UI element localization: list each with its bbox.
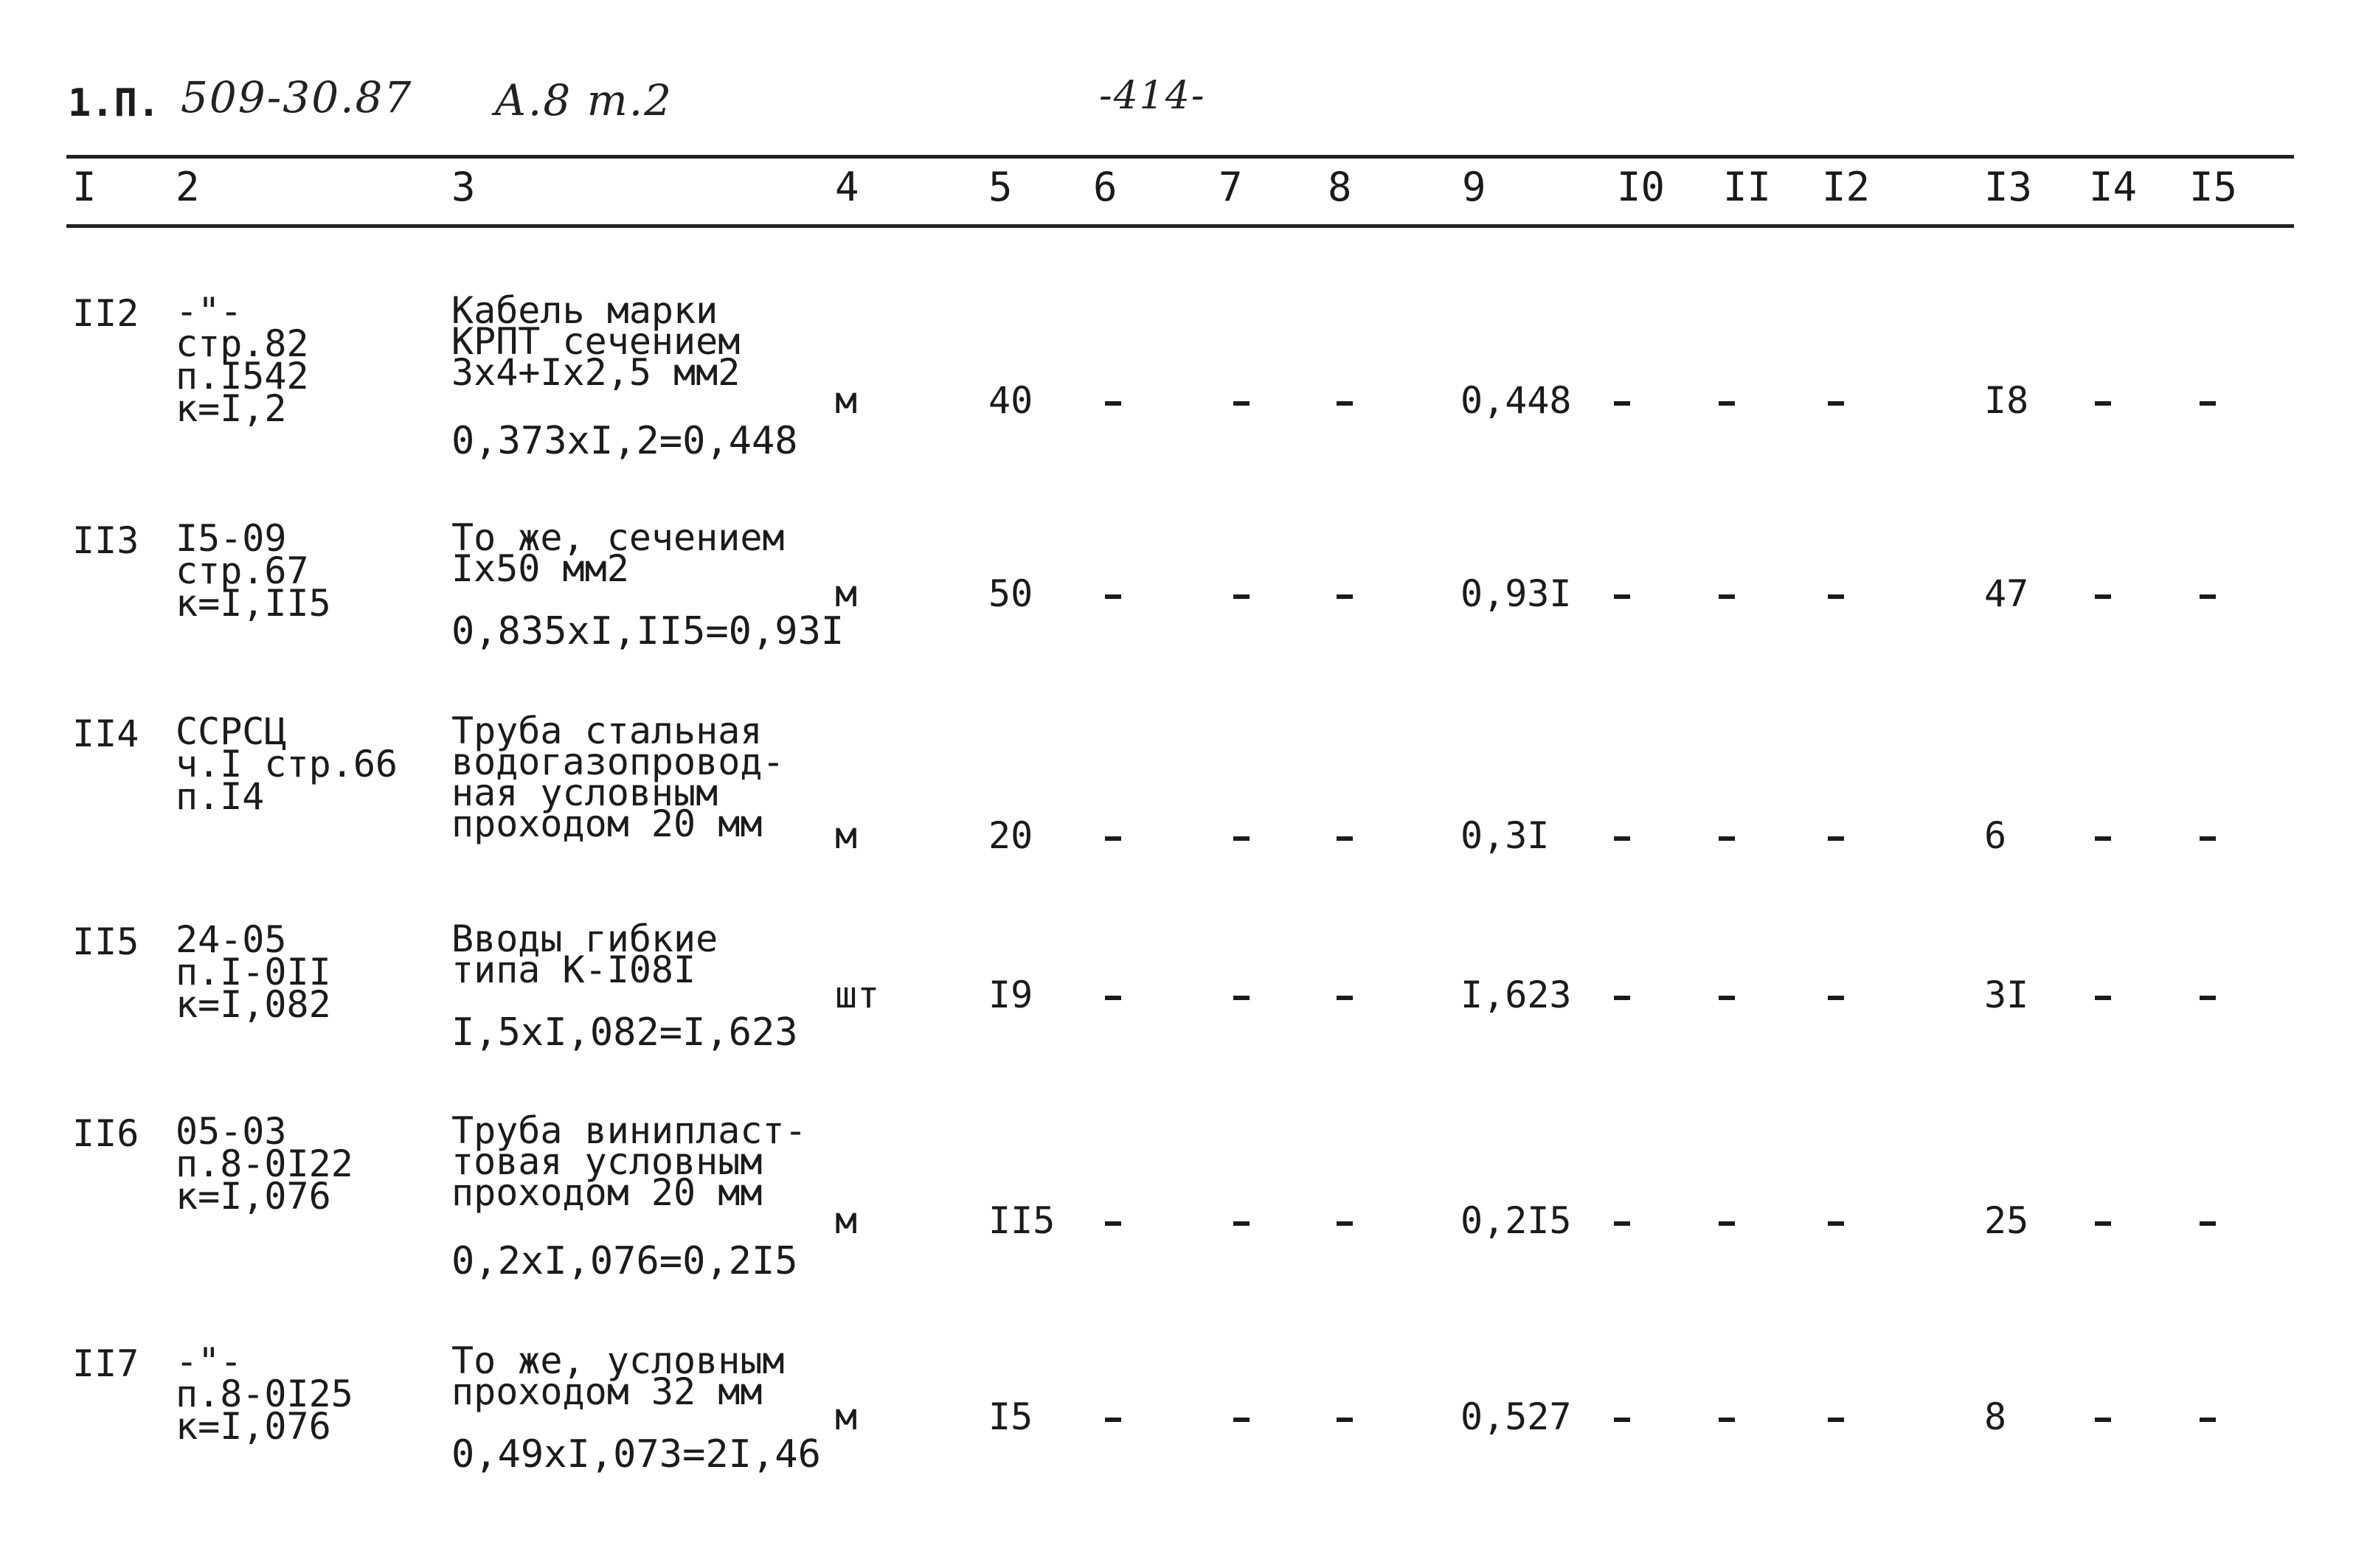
description-line: Iх50 мм2 [451, 547, 629, 590]
empty-dash [2095, 1418, 2111, 1422]
description-line: Кабель марки [451, 289, 718, 332]
empty-dash [1614, 1221, 1630, 1226]
empty-dash [1614, 996, 1630, 1000]
value-cell-9: 0,527 [1460, 1395, 1572, 1438]
doc-code: 1.П. [68, 81, 161, 125]
empty-dash [1828, 1221, 1844, 1226]
row-number: II6 [72, 1112, 139, 1155]
reference-line: к=I,2 [176, 387, 287, 430]
empty-dash [1233, 836, 1250, 841]
empty-dash [1828, 996, 1844, 1000]
description-line: Вводы гибкие [451, 917, 718, 960]
quantity-cell: II5 [988, 1199, 1056, 1242]
reference-line: I5-09 [176, 517, 287, 560]
reference-line: ч.I стр.66 [176, 743, 398, 785]
empty-dash [1719, 996, 1735, 1000]
unit-cell: м [835, 1395, 858, 1438]
unit-cell: м [835, 572, 858, 615]
unit-cell: м [835, 1199, 858, 1242]
description-line: То же, условным [451, 1339, 785, 1382]
description-line: То же, сечением [451, 516, 785, 559]
empty-dash [1233, 594, 1250, 599]
album-label: А.8 т.2 [494, 75, 673, 125]
quantity-cell: 50 [988, 572, 1033, 615]
reference-line: ССРСЦ [176, 710, 287, 753]
reference-line: -"- [176, 1340, 243, 1383]
value-cell-13: 6 [1984, 814, 2007, 857]
column-header-12: I2 [1822, 164, 1871, 210]
empty-dash [1233, 1418, 1250, 1422]
reference-line: к=I,076 [176, 1405, 331, 1448]
value-cell-9: 0,3I [1460, 814, 1550, 857]
column-header-11: II [1723, 164, 1772, 210]
empty-dash [1614, 594, 1630, 599]
row-number: II5 [72, 920, 139, 963]
reference-line: 05-03 [176, 1110, 287, 1153]
row-number: II3 [72, 519, 139, 562]
empty-dash [1105, 1418, 1121, 1422]
calculation-line: 0,835хI,II5=0,93I [451, 609, 845, 653]
empty-dash [1337, 594, 1353, 599]
empty-dash [1337, 996, 1353, 1000]
description-line: товая условным [451, 1140, 763, 1183]
description-line: проходом 20 мм [451, 1171, 763, 1214]
column-header-5: 5 [988, 164, 1013, 210]
empty-dash [2200, 996, 2216, 1000]
value-cell-13: 47 [1984, 572, 2029, 615]
column-header-3: 3 [451, 164, 476, 210]
description-line: 3х4+Iх2,5 мм2 [451, 351, 741, 394]
description-line: КРПТ сечением [451, 320, 741, 363]
quantity-cell: I5 [988, 1395, 1033, 1438]
empty-dash [2200, 1418, 2216, 1422]
empty-dash [1828, 401, 1844, 406]
empty-dash [1233, 1221, 1250, 1226]
description-line: Труба винипласт- [451, 1109, 807, 1152]
empty-dash [1233, 996, 1250, 1000]
calculation-line: I,5хI,082=I,623 [451, 1010, 798, 1055]
page-number: -414- [1099, 74, 1206, 118]
empty-dash [1828, 1418, 1844, 1422]
empty-dash [1614, 401, 1630, 406]
reference-line: п.8-0I22 [176, 1142, 353, 1185]
row-number: II4 [72, 712, 139, 755]
calculation-line: 0,2хI,076=0,2I5 [451, 1239, 798, 1283]
empty-dash [1828, 836, 1844, 841]
empty-dash [1828, 594, 1844, 599]
empty-dash [1719, 1221, 1735, 1226]
empty-dash [2095, 1221, 2111, 1226]
column-header-2: 2 [176, 164, 200, 210]
empty-dash [2095, 836, 2111, 841]
empty-dash [1105, 1221, 1121, 1226]
unit-cell: м [835, 814, 858, 857]
value-cell-13: 25 [1984, 1199, 2029, 1242]
empty-dash [1614, 836, 1630, 841]
description-line: Труба стальная [451, 710, 763, 752]
reference-line: к=I,II5 [176, 582, 331, 625]
column-header-6: 6 [1093, 164, 1117, 210]
quantity-cell: I9 [988, 974, 1033, 1016]
column-header-10: I0 [1617, 164, 1666, 210]
empty-dash [1105, 594, 1121, 599]
value-cell-9: 0,2I5 [1460, 1199, 1572, 1242]
description-line: ная условным [451, 771, 718, 814]
reference-line: к=I,076 [176, 1175, 331, 1218]
column-header-8: 8 [1328, 164, 1352, 210]
column-header-14: I4 [2089, 164, 2138, 210]
calculation-line: 0,49хI,073=2I,46 [451, 1432, 821, 1477]
row-number: II2 [72, 292, 139, 335]
reference-line: п.I542 [176, 355, 309, 398]
value-cell-13: 8 [1984, 1395, 2007, 1438]
description-line: типа К-I08I [451, 948, 696, 991]
unit-cell: м [835, 379, 858, 422]
column-header-13: I3 [1984, 164, 2033, 210]
reference-line: стр.67 [176, 549, 309, 592]
empty-dash [1719, 1418, 1735, 1422]
value-cell-9: 0,448 [1460, 379, 1572, 422]
empty-dash [2095, 996, 2111, 1000]
reference-line: п.I4 [176, 775, 265, 818]
value-cell-9: I,623 [1460, 974, 1572, 1016]
header-top-rule [66, 155, 2294, 159]
reference-line: -"- [176, 290, 243, 333]
empty-dash [1105, 401, 1121, 406]
header-bottom-rule [66, 224, 2294, 228]
empty-dash [1614, 1418, 1630, 1422]
empty-dash [1337, 836, 1353, 841]
value-cell-13: I8 [1984, 379, 2029, 422]
column-header-15: I5 [2189, 164, 2238, 210]
empty-dash [1337, 1221, 1353, 1226]
empty-dash [1719, 594, 1735, 599]
row-number: II7 [72, 1342, 139, 1385]
empty-dash [2200, 594, 2216, 599]
reference-line: к=I,082 [176, 983, 331, 1026]
empty-dash [1337, 1418, 1353, 1422]
value-cell-9: 0,93I [1460, 572, 1572, 615]
empty-dash [1337, 401, 1353, 406]
column-header-1: I [72, 164, 97, 210]
unit-cell: шт [835, 974, 880, 1016]
empty-dash [1105, 836, 1121, 841]
empty-dash [1105, 996, 1121, 1000]
empty-dash [2200, 401, 2216, 406]
calculation-line: 0,373хI,2=0,448 [451, 419, 798, 463]
value-cell-13: 3I [1984, 974, 2029, 1016]
quantity-cell: 40 [988, 379, 1033, 422]
reference-line: п.I-0II [176, 951, 331, 993]
empty-dash [1233, 401, 1250, 406]
reference-line: стр.82 [176, 322, 309, 365]
description-line: водогазопровод- [451, 740, 785, 783]
description-line: проходом 20 мм [451, 802, 763, 845]
column-header-9: 9 [1462, 164, 1486, 210]
empty-dash [1719, 401, 1735, 406]
empty-dash [2095, 594, 2111, 599]
empty-dash [2200, 836, 2216, 841]
doc-number: 509-30.87 [181, 72, 413, 122]
reference-line: п.8-0I25 [176, 1373, 353, 1415]
empty-dash [2200, 1221, 2216, 1226]
column-header-4: 4 [835, 164, 859, 210]
empty-dash [1719, 836, 1735, 841]
quantity-cell: 20 [988, 814, 1033, 857]
description-line: проходом 32 мм [451, 1370, 763, 1413]
column-header-7: 7 [1219, 164, 1243, 210]
reference-line: 24-05 [176, 918, 287, 961]
empty-dash [2095, 401, 2111, 406]
